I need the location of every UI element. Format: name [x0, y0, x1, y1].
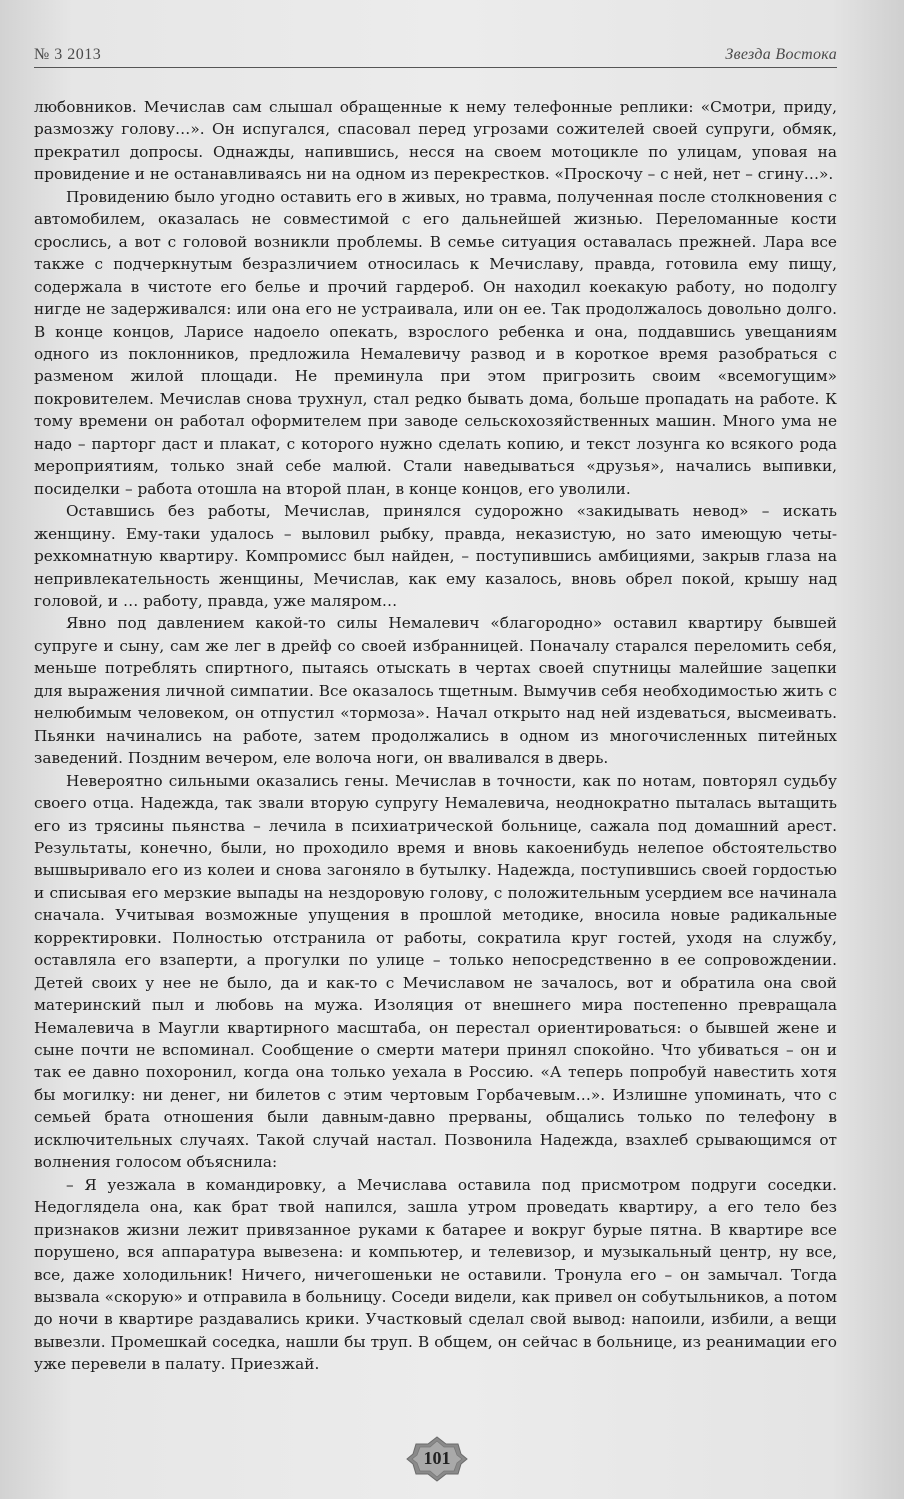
page-number: 101 — [423, 1448, 451, 1468]
running-header — [34, 40, 837, 68]
paragraph: Явно под давлением какой-то силы Немалевич «благородно» оставил квартиру бывшей супруге и сыну, сам же лег в дрейф со своей избранницей. Поначалу старался переломить себя, меньше потреблять спиртного, пытаясь отыскать в чертах своей спутницы малейшие зацепки для выражения личной симпатии. Все оказалось тщетным. Вымучив себя необходимостью жить с нелюбимым человеком, он отпустил «тормоза». Начал открыто над ней издеваться, высмеивать. Пьянки начинались на работе, затем продолжались в одном из многочисленных питейных заведений. Поздним вечером, еле волоча ноги, он вваливался в дверь. — [34, 614, 837, 768]
paragraph: Невероятно сильными оказались гены. Мечислав в точности, как по нотам, повторял судьбу своего отца. Надежда, так звали вторую супругу Немалевича, неоднократно пыталась вытащить его из трясины пьянства – лечила в психиатрической больнице, сажала под домашний арест. Результаты, конечно, были, но проходило время и вновь какоенибудь нелепое обстоятельство вышвыривало его из колеи и снова загоняло в бутылку. Надежда, поступившись своей гордостью и списывая его мерзкие выпады на нездоровую голову, с положительным усердием все начинала сначала. Учитывая возможные упущения в прошлой методике, вносила новые радикальные корректировки. Полностью отстранила от работы, сократила круг гостей, уходя на службу, оставляла его взаперти, а прогулки по улице – только непосредственно в ее сопровождении. Детей своих у нее не было, да и как-то с Мечиславом не зачалось, вот и обратила она свой материнский пыл и любовь на мужа. Изоляция от внешнего мира постепенно превращала Немалевича в Маугли квартирного масштаба, он перестал ориентироваться: о бывшей жене и сыне почти не вспоминал. Сообщение о смерти матери принял спокойно. Что убиваться – он и так ее давно похоронил, когда она только уехала в Россию. «А теперь попробуй навестить хотя бы могилку: ни денег, ни билетов с этим чертовым Горбачевым…». Излишне упоминать, что с семьей брата отношения были давным-давно прерваны, общались только по телефону в исключительных случаях. Такой случай настал. Позвонила Надежда, взахлеб срывающимся от волнения голосом объяснила: — [34, 771, 837, 1172]
header-rule — [34, 67, 837, 68]
article-body — [34, 96, 837, 1376]
paragraph: Провидению было угодно оставить его в живых, но травма, полученная после столкновения с автомобилем, оказалась не совместимой с его дальнейшей жизнью. Переломанные кости срослись, а вот с головой возникли проблемы. В семье ситуация оставалась прежней. Лара все также с подчеркнутым безразличием относилась к Мечиславу, правда, готовила ему пищу, содержала в чистоте его белье и прочий гардероб. Он находил коекакую работу, но подолгу нигде не задерживался: или она его не устраивала, или он ее. Так продолжалось довольно долго. В конце концов, Ларисе надоело опекать, взрослого ребенка и она, поддавшись увещаниям одного из поклонников, предложила Немалевичу развод и в короткое время разобраться с разменом жилой площади. Не преминула при этом пригрозить своим «всемогущим» покровителем. Мечислав снова трухнул, стал редко бывать дома, больше пропадать на работе. К тому времени он работал оформителем при заводе сельскохозяйственных машин. Много ума не надо – парторг даст и плакат, с которого нужно сделать копию, и текст лозунга ко всякого рода мероприятиям, только знай себе малюй. Стали наведываться «друзья», начались выпивки, посиделки – работа отошла на второй план, в конце концов, его уволили. — [34, 187, 837, 498]
journal-title: Звезда Востока — [725, 46, 837, 63]
paragraph: – Я уезжала в командировку, а Мечислава оставила под присмотром подруги соседки. Недоглядела она, как брат твой напился, зашла утром проведать квартиру, а его тело без признаков жизни лежит привязанное руками к батарее и вокруг бурые пятна. В квартире все порушено, вся аппаратура вывезена: и компьютер, и телевизор, и музыкальный центр, ну все, все, даже холодильник! Ничего, ничегошеньки не оставили. Тронула его – он замычал. Тогда вызвала «скорую» и отправила в больницу. Соседи видели, как привел он собутыльников, а потом до ночи в квартире раздавались крики. Участковый сделал свой вывод: напоили, избили, а вещи вывезли. Промешкай соседка, нашли бы труп. В общем, он сейчас в больнице, из реанимации его уже перевели в палату. Приезжай. — [34, 1175, 837, 1374]
paragraph: Оставшись без работы, Мечислав, принялся судорожно «закидывать невод» – искать женщину. Ему-таки удалось – выловил рыбку, правда, неказистую, но зато имеющую четырехкомнатную квартиру. Компромисс был найден, – поступившись амбициями, закрыв глаза на непривлекательность женщины, Мечислав, как ему казалось, вновь обрел покой, крышу над головой, и … работу, правда, уже маляром… — [34, 502, 837, 610]
page-number-badge — [406, 1436, 468, 1482]
issue-number: № 3 2013 — [34, 46, 102, 63]
paragraph: любовников. Мечислав сам слышал обращенные к нему телефонные реплики: «Смотри, приду, размозжу голову…». Он испугался, спасовал перед угрозами сожителей своей супруги, обмяк, прекратил допросы. Однажды, напившись, несся на своем мотоцикле по улицам, уповая на провидение и не останавливаясь ни на одном из перекрестков. «Проскочу – с ней, нет – сгину…». — [34, 98, 837, 184]
